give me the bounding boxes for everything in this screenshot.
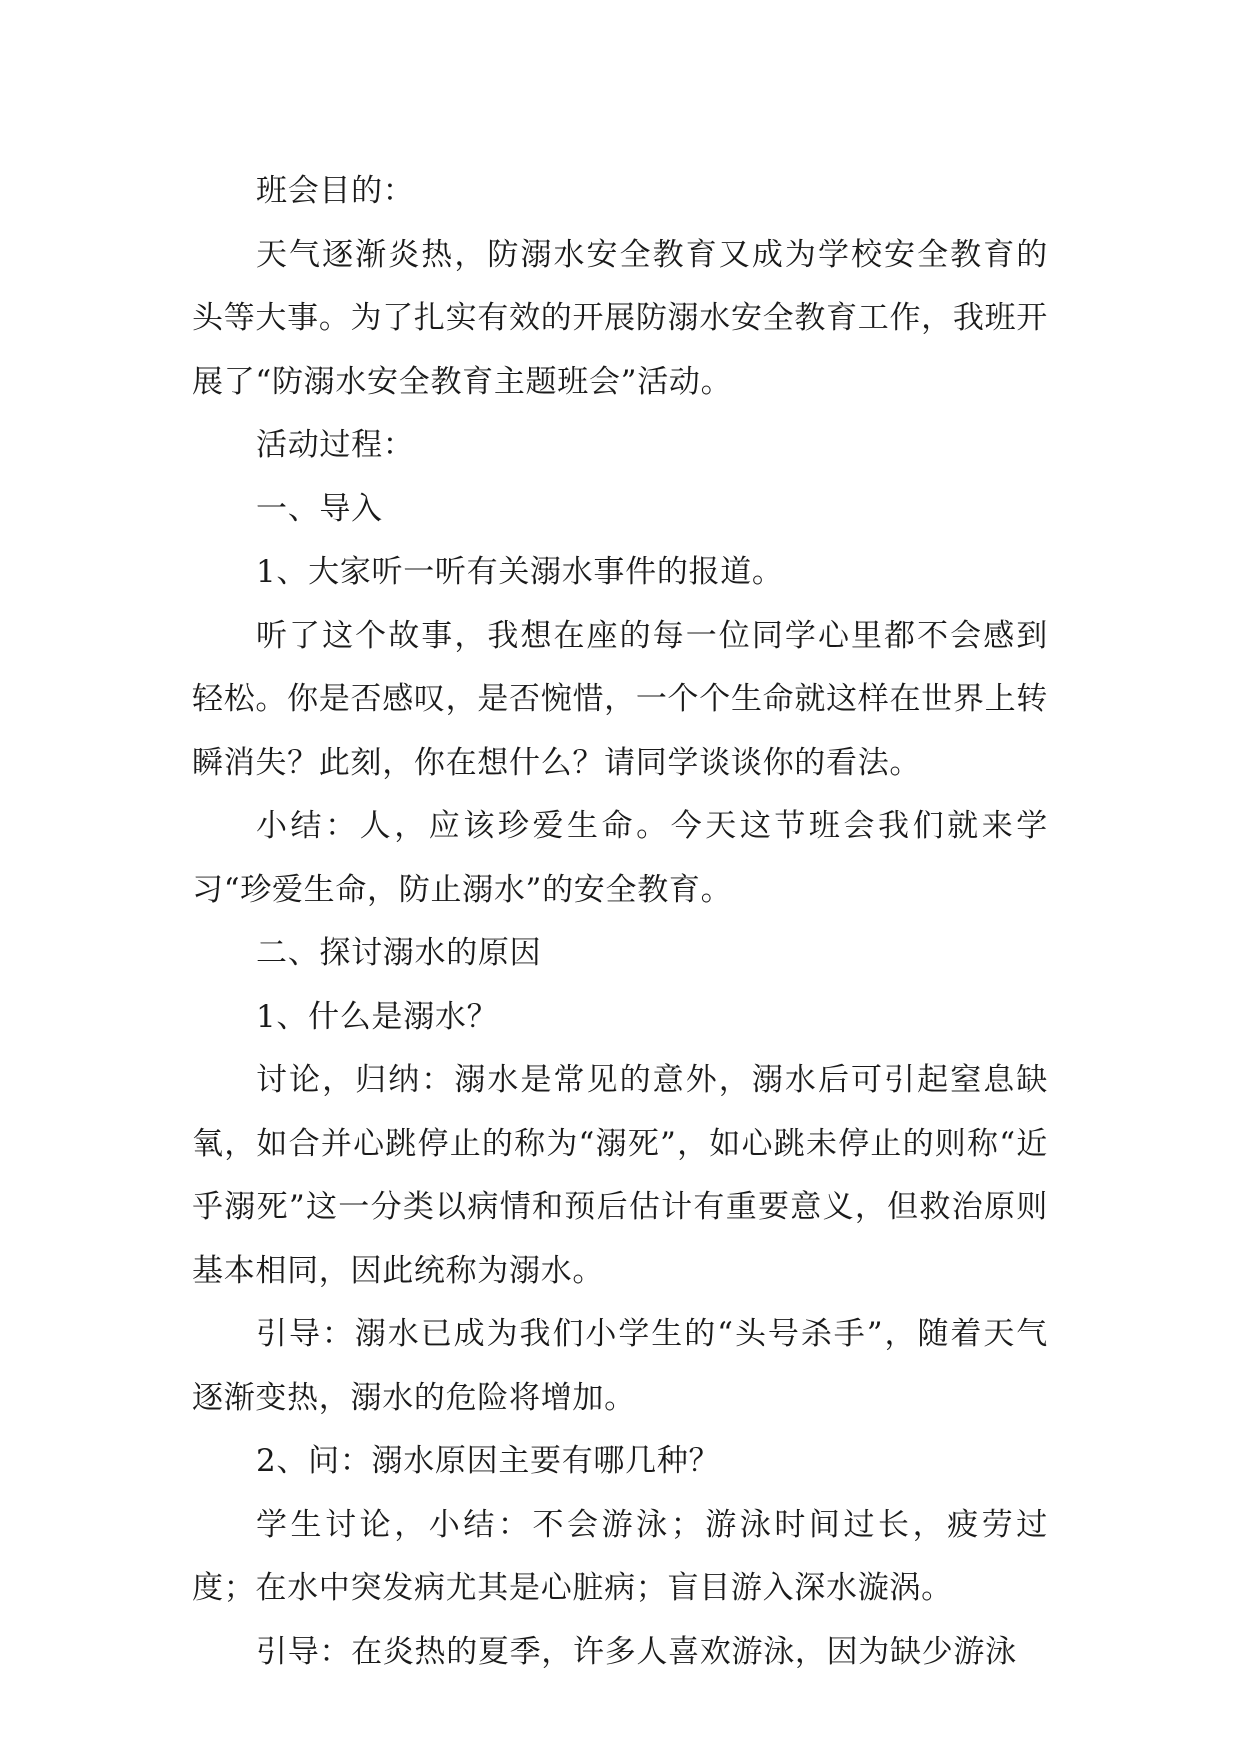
paragraph-guidance-number-one-killer: 引导：溺水已成为我们小学生的“头号杀手”，随着天气逐渐变热，溺水的危险将增加。: [192, 1316, 1048, 1416]
paragraph-discussion-definition: 讨论，归纳：溺水是常见的意外，溺水后可引起窒息缺氧，如合并心跳停止的称为“溺死”，如心跳未停止的则称“近乎溺死”这一分类以病情和预后估计有重要意义，但救治原则基本相同，因此统称为溺水。: [192, 1062, 1048, 1289]
paragraph-meeting-purpose-heading: 班会目的：: [256, 173, 415, 209]
paragraph-question-what-is-drowning: 1、什么是溺水？: [256, 998, 499, 1035]
paragraph-student-discussion-causes: 学生讨论，小结：不会游泳；游泳时间过长，疲劳过度；在水中突发病尤其是心脏病；盲目游入深水漩涡。: [192, 1506, 1048, 1606]
paragraph-purpose-text: 天气逐渐炎热，防溺水安全教育又成为学校安全教育的头等大事。为了扎实有效的开展防溺水安全教育工作，我班开展了“防溺水安全教育主题班会”活动。: [192, 236, 1048, 400]
paragraph-section-one-heading: 一、导入: [256, 490, 383, 527]
paragraph-question-causes: 2、问：溺水原因主要有哪几种？: [256, 1443, 721, 1479]
paragraph-story-reflection: 听了这个故事，我想在座的每一位同学心里都不会感到轻松。你是否感叹，是否惋惜，一个个生命就这样在世界上转瞬消失？此刻，你在想什么？请同学谈谈你的看法。: [192, 617, 1048, 781]
paragraph-summary-cherish-life: 小结：人，应该珍爱生命。今天这节班会我们就来学习“珍爱生命，防止溺水”的安全教育。: [192, 808, 1048, 908]
paragraph-guidance-summer-swimming: 引导：在炎热的夏季，许多人喜欢游泳，因为缺少游泳: [256, 1633, 1017, 1670]
paragraph-item-listen-report: 1、大家听一听有关溺水事件的报道。: [256, 554, 784, 590]
paragraph-section-two-heading: 二、探讨溺水的原因: [256, 935, 542, 971]
paragraph-activity-process-heading: 活动过程：: [256, 427, 415, 463]
document-body: [192, 160, 1048, 1684]
